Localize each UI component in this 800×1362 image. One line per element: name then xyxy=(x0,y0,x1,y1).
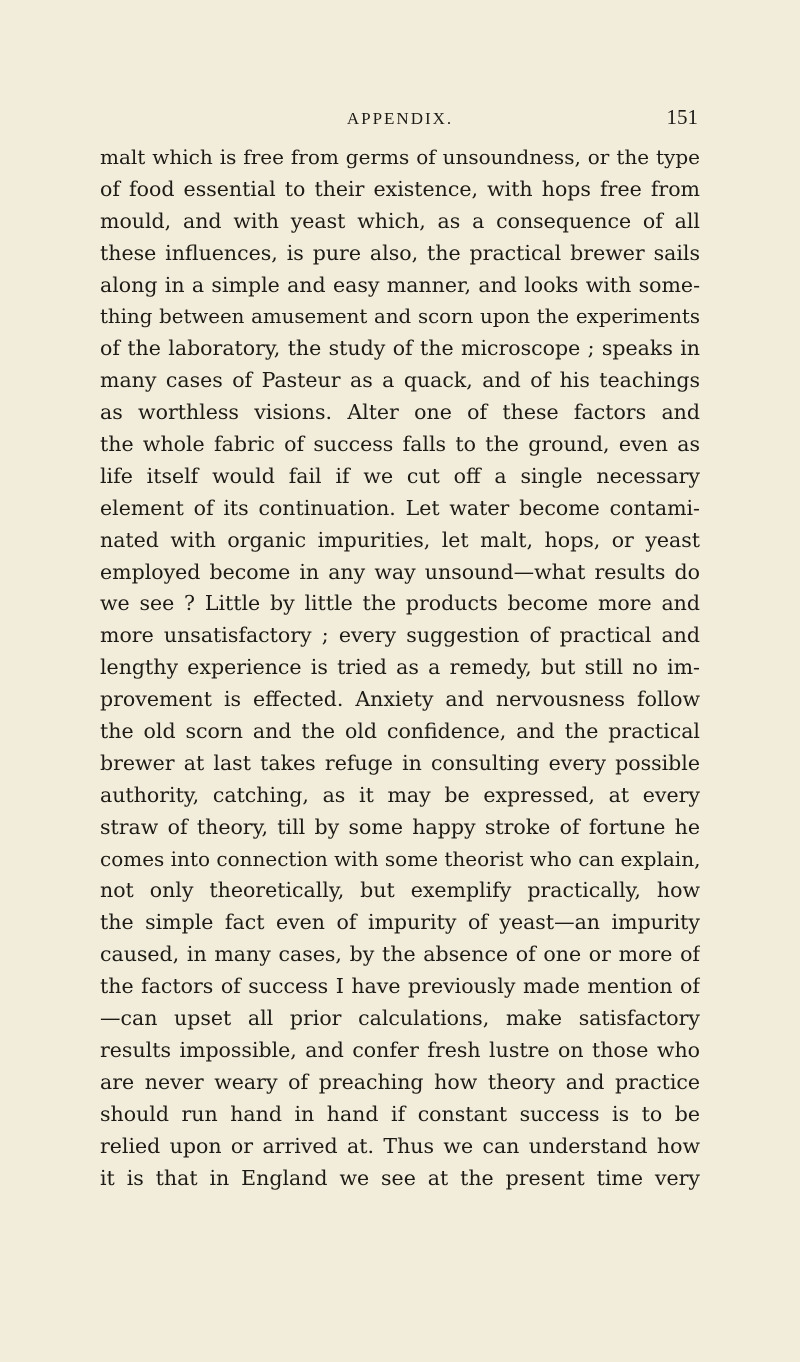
text-line: the simple fact even of impurity of yeast—an impurity xyxy=(100,910,700,935)
text-line: relied upon or arrived at. Thus we can understand how xyxy=(100,1133,700,1158)
text-line: nated with organic impurities, let malt, hops, or yeast xyxy=(100,527,700,552)
text-line: thing between amusement and scorn upon the experiments xyxy=(100,305,700,329)
running-title: APPENDIX. xyxy=(346,109,454,128)
text-line: many cases of Pasteur as a quack, and of his teachings xyxy=(100,368,700,393)
text-line: life itself would fail if we cut off a single necessary xyxy=(100,463,700,488)
text-line: we see ? Little by little the products become more and xyxy=(100,591,700,616)
running-head xyxy=(0,105,800,135)
text-line: as worthless visions. Alter one of these factors and xyxy=(100,400,700,425)
text-line: —can upset all prior calculations, make satisfactory xyxy=(100,1006,700,1031)
text-line: are never weary of preaching how theory and practice xyxy=(100,1069,700,1094)
text-line: authority, catching, as it may be expressed, at every xyxy=(100,782,700,807)
text-line: should run hand in hand if constant success is to be xyxy=(100,1101,700,1126)
text-line: element of its continuation. Let water become contami- xyxy=(100,495,700,520)
text-line: it is that in England we see at the present time very xyxy=(100,1165,700,1190)
text-line: provement is effected. Anxiety and nervousness follow xyxy=(100,687,700,712)
page-number: 151 xyxy=(666,105,698,129)
text-line: these influences, is pure also, the practical brewer sails xyxy=(100,240,700,265)
text-line: the old scorn and the old confidence, and the practical xyxy=(100,719,700,744)
text-line: results impossible, and confer fresh lustre on those who xyxy=(100,1037,700,1062)
text-line: the factors of success I have previously made mention of xyxy=(100,974,700,999)
text-line: straw of theory, till by some happy stroke of fortune he xyxy=(100,814,700,839)
text-line: lengthy experience is tried as a remedy, but still no im- xyxy=(100,655,700,680)
text-line: comes into connection with some theorist who can explain, xyxy=(100,846,700,871)
text-line: the whole fabric of success falls to the ground, even as xyxy=(100,432,700,457)
text-line: mould, and with yeast which, as a consequence of all xyxy=(100,208,700,233)
text-line: of food essential to their existence, with hops free from xyxy=(100,176,700,201)
text-line: not only theoretically, but exemplify practically, how xyxy=(100,878,700,903)
text-line: more unsatisfactory ; every suggestion of practical and xyxy=(100,623,700,648)
text-line: of the laboratory, the study of the microscope ; speaks in xyxy=(100,336,700,361)
text-line: along in a simple and easy manner, and looks with some- xyxy=(100,272,700,297)
body-paragraph xyxy=(100,142,700,1194)
text-line: brewer at last takes refuge in consulting every possible xyxy=(100,750,700,775)
text-line: malt which is free from germs of unsoundness, or the type xyxy=(100,145,700,169)
text-line: employed become in any way unsound—what results do xyxy=(100,559,700,584)
text-line: caused, in many cases, by the absence of one or more of xyxy=(100,942,700,967)
